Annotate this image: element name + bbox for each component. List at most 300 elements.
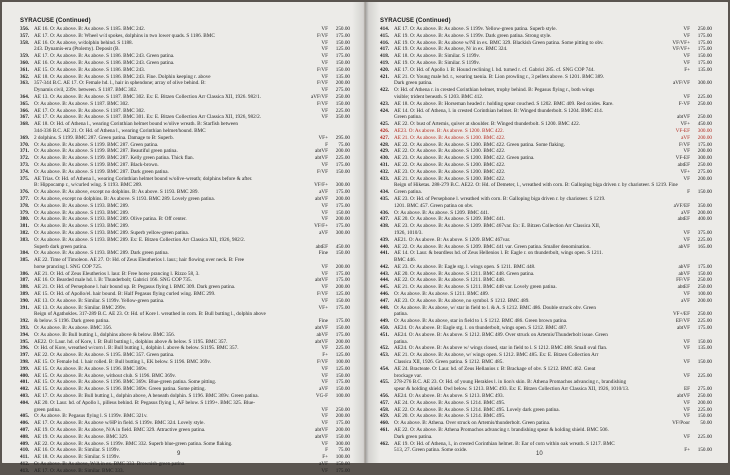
entry-grade: F/VF <box>317 66 328 73</box>
entry-price: 200.00 <box>697 175 712 182</box>
catalog-entry <box>380 162 712 169</box>
entry-price: 175.00 <box>335 304 350 311</box>
catalog-entry <box>380 298 712 305</box>
entry-description: AE 15. O: As above. B: As above. S 1186. BMC 243. <box>34 66 146 73</box>
entry-price: 125.00 <box>335 352 350 359</box>
entry-grade: VF <box>683 93 690 100</box>
entry-grade: VF <box>321 372 328 379</box>
entry-description: AE 16. O: As above. B: Similar. S 1199v. <box>34 447 120 454</box>
left-page-number: 9 <box>177 451 181 457</box>
entry-grade: F/VF <box>317 80 328 87</box>
entry-grade: VF <box>683 372 690 379</box>
entry-grade: VF <box>683 53 690 60</box>
catalog-entry <box>20 434 350 441</box>
entry-price: 175.00 <box>697 59 712 66</box>
entry-number: 392. <box>20 318 30 325</box>
catalog-entry <box>20 257 350 264</box>
entry-description: AE 17. O: As above. B: Bull butting l., dolphin above, A beneath dolphin. S 1196. BMC 369v. Green patina. <box>34 393 259 400</box>
entry-description: O: As above. B: As above, W/Δ in ex. BMC 333. Brownish-green patina. <box>34 461 186 467</box>
entry-number: 369. <box>20 134 30 141</box>
catalog-entry <box>380 413 712 420</box>
entry-price: 300.00 <box>697 127 712 134</box>
entry-price: 200.00 <box>335 338 350 345</box>
entry-description: O: As above. B: Athena. Over struck on Artemis/thunderbolt. Green patina. <box>394 420 551 427</box>
entry-price: 225.00 <box>697 318 712 325</box>
entry-price: 250.00 <box>697 26 712 32</box>
entry-description: & below. S 1196. Dark green patina. <box>34 318 110 325</box>
entry-number: 460. <box>380 420 390 427</box>
entry-description: O: As above. B: As above. S 1209. BMC 441. <box>394 209 490 216</box>
entry-description: O: As above. B: Bull butting l., dolphins above & below. BMC 356. <box>34 331 176 338</box>
entry-grade: abtVF <box>315 338 328 345</box>
entry-grade: VF <box>683 148 690 155</box>
catalog-entry <box>20 155 350 162</box>
entry-price: 75.00 <box>338 447 350 454</box>
entry-grade: abtVF <box>315 277 328 284</box>
entry-price: 150.00 <box>335 250 350 257</box>
entry-price: 150.00 <box>697 338 712 345</box>
entry-number: 435. <box>380 195 390 202</box>
catalog-entry <box>20 128 350 135</box>
entry-number: 391. <box>20 304 30 311</box>
entry-number: 358. <box>20 39 30 46</box>
catalog-entry <box>20 325 350 332</box>
catalog-entry <box>20 244 350 251</box>
entry-price: 175.00 <box>335 379 350 386</box>
entry-price: 250.00 <box>697 277 712 284</box>
catalog-entry <box>20 33 350 40</box>
entry-grade: abtVF <box>315 433 328 440</box>
catalog-entry <box>380 142 712 149</box>
entry-grade: VF-EF <box>675 127 690 134</box>
entry-number: 383. <box>20 236 30 243</box>
entry-number: 444. <box>380 277 390 284</box>
entry-price: 150.00 <box>335 297 350 304</box>
entry-description: AE 23. O: As above. B: As above. S 1200. BMC 422. <box>394 168 506 175</box>
left-page-header: SYRACUSE (Continued) <box>20 18 91 24</box>
entry-price: 250.00 <box>335 406 350 413</box>
entry-description: AE 23. O: As above. B: As above. S 1200. BMC 422. Green patina. <box>394 155 535 162</box>
entry-description: AE 19. O: Hd. of Athena, l., in crested Corinthian helmet. B: Ear of corn within oak wreath. S 1217. BMC <box>394 440 615 447</box>
entry-price: 150.00 <box>335 66 350 73</box>
entry-price: 200.00 <box>335 148 350 155</box>
catalog-entry <box>20 46 350 53</box>
entry-number: 389. <box>20 291 30 298</box>
catalog-entry <box>380 407 712 414</box>
entry-number: 429. <box>380 148 390 155</box>
entry-grade: VF+ <box>318 304 328 311</box>
catalog-entry <box>20 94 350 101</box>
entry-description: AE 22. O: As above. B: As above. S 1200. BMC 422. <box>394 148 506 155</box>
catalog-entry <box>380 366 712 373</box>
entry-price: 400.00 <box>697 216 712 223</box>
entry-description: AE 21. O: As above. B: As above. S 1211. BMC 448 var. Lovely green patina. <box>394 284 557 291</box>
entry-number: 455. <box>380 379 390 386</box>
catalog-entry <box>20 67 350 74</box>
entry-grade: F/VF <box>317 359 328 366</box>
entry-description: O: As above. B: As above. S 1193. BMC 289. Olive patina. B: Off center. <box>34 216 187 223</box>
entry-number: 356. <box>20 26 30 32</box>
entry-description: O: As above. B: As above. S 1193. BMC 289. Dark green patina. <box>34 250 169 257</box>
entry-price: 50.00 <box>700 420 712 427</box>
entry-grade: VF <box>683 229 690 236</box>
catalog-entry <box>380 60 712 67</box>
entry-number: 411. <box>20 454 29 461</box>
entry-description: O: As above. B: As above. S 1193. BMC 289. Superb yellow-green patina. <box>34 229 189 236</box>
entry-number: 381. <box>20 223 30 230</box>
catalog-entry <box>20 454 350 461</box>
catalog-entry <box>380 230 712 237</box>
entry-number: 408. <box>20 433 30 440</box>
entry-grade: VF+ <box>680 168 690 175</box>
catalog-entry <box>380 135 712 142</box>
entry-price: 125.00 <box>335 291 350 298</box>
entry-description: AE 15. O: As above. B: As above, without club. S 1196. BMC 369v. <box>34 372 176 379</box>
entry-grade: VF <box>683 399 690 406</box>
catalog-entry <box>20 230 350 237</box>
entry-description: Dynamis civil, 239v. between. S 1187. BMC 302. <box>34 87 138 94</box>
catalog-entry <box>20 87 350 94</box>
entry-description: AE 16. O: Bearded male hd. l. B: Thunderbolt; Gabrici 166. SNG COP 735. <box>34 277 192 284</box>
catalog-entry <box>20 359 350 366</box>
entry-description: Green patina. <box>394 114 422 121</box>
catalog-entry <box>380 318 712 325</box>
entry-price: 200.00 <box>697 134 712 141</box>
entry-grade: F/VF <box>317 32 328 39</box>
catalog-entry <box>20 216 350 223</box>
entry-grade: F <box>325 141 328 148</box>
entry-grade: VF/Poor <box>672 420 690 427</box>
entry-number: 364. <box>20 93 30 100</box>
entry-number: 454. <box>380 365 390 372</box>
entry-description: O: Hd. of Kore, wreathed w/corn l. B: Bull butting l., dolphin l. above & below. S1195. BMC 357. <box>34 345 239 352</box>
entry-number: 387. <box>20 277 30 284</box>
entry-number: 374. <box>20 168 30 175</box>
entry-grade: aVF <box>681 297 690 304</box>
catalog-entry <box>380 121 712 128</box>
entry-description: AE 19. O: As above. B: As above. BMC 329. <box>34 433 129 440</box>
entry-description: O: As above. B: As above. S 1193. BMC 289. <box>34 209 130 216</box>
catalog-entry <box>380 305 712 312</box>
entry-price: 175.00 <box>335 270 350 277</box>
entry-description: O: As above. B: As above. S 1211. BMC 489. <box>394 291 490 298</box>
entry-description: AE 13. O: As above. B: Similar. BMC 299v. <box>34 304 127 311</box>
entry-number: 451. <box>380 331 390 338</box>
entry-grade: abtVF <box>315 427 328 434</box>
entry-number: 398. <box>20 359 30 366</box>
entry-price: 150.00 <box>697 189 712 196</box>
entry-number: 388. <box>20 284 30 291</box>
catalog-entry <box>20 366 350 373</box>
entry-price: 175.00 <box>335 467 350 474</box>
entry-description: O: As above. B: Pegasus flying l. S 1199v. BMC 321v. <box>34 413 148 420</box>
entry-price: 250.00 <box>335 93 350 100</box>
entry-grade: F+ <box>322 352 328 359</box>
entry-description: AE 16. O: As above, w/dolphin behind. S 1188. <box>34 39 133 46</box>
catalog-entry <box>380 210 712 217</box>
entry-grade: VF <box>321 365 328 372</box>
entry-price: 150.00 <box>335 461 350 467</box>
entry-number: 443. <box>380 270 390 277</box>
entry-price: 250.00 <box>697 161 712 168</box>
entry-description: AE24. O: As above. B: As above. S 1213. BMC 493. <box>394 393 504 400</box>
entry-description: AE 21. O: As above. B: As above. S 1200. BMC 422. <box>394 175 506 182</box>
entry-grade: abtVF <box>315 155 328 162</box>
entry-grade: abtVF <box>315 195 328 202</box>
entry-grade: abtVF <box>677 114 690 121</box>
entry-number: 375. <box>20 175 30 182</box>
entry-grade: VF+ <box>318 134 328 141</box>
catalog-entry <box>20 332 350 339</box>
entry-number: 404. <box>20 399 30 406</box>
entry-price: 225.00 <box>697 372 712 379</box>
catalog-entry <box>20 189 350 196</box>
entry-price: 200.00 <box>335 195 350 202</box>
entry-price: 250.00 <box>697 100 712 107</box>
entry-grade: F+ <box>322 454 328 461</box>
entry-price: 100.00 <box>335 393 350 400</box>
entry-description: 278-276 B.C. AE 23. O: Hd. of young Herakles l. in lion's skin. B: Athena Promachos advancing r., brandishing <box>394 379 627 386</box>
entry-number: 390. <box>20 297 30 304</box>
entry-description: AE 14. O: Hd. of Athena, l. in crested Corinthian helmet. B: Winged thunderbolt. S 1204. BMC 414. <box>394 107 604 114</box>
entry-grade: VF <box>683 236 690 243</box>
entry-description: 1926, 1010/3. <box>394 229 423 236</box>
entry-number: 362. <box>20 73 30 80</box>
entry-price: 225.00 <box>697 93 712 100</box>
entry-description: AE Trias. O: Hd. of Athena l., wearing Corinthian helmet bound w/olive-wreath; dolphins before & after. <box>34 175 253 182</box>
entry-number: 382. <box>20 229 30 236</box>
entry-number: 418. <box>380 53 390 60</box>
entry-number: 438. <box>380 223 390 230</box>
catalog-entry <box>380 94 712 101</box>
catalog-entry <box>380 264 712 271</box>
entry-description: B: Hippocamp r., w/curled wing. S 1193. BMC 289. <box>34 182 143 189</box>
entry-price: 175.00 <box>335 202 350 209</box>
entry-description: O: As above, except no dolphins. B: As above. S 1193. BMC 289. Lovely green patina. <box>34 195 215 202</box>
catalog-entry <box>380 74 712 81</box>
entry-number: 393. <box>20 325 30 332</box>
entry-description: Reign of Hiketas. 288-279 B.C. AE22. O: Hd. of Demeter, l., wreathed with corn. B: Galloping biga driven r. by charioteer. S 1219. Fine <box>394 182 678 189</box>
entry-description: AE 22. Time of Timoleon. AE 27. O: Hd. of Zeus Eleutherios l. laur.; hair flowing over neck. B: Free <box>34 257 245 264</box>
entry-description: AE 17. O: Hd. of Apollo l. B: Hound reclining l. hd. turned r. cf. Gabrici 285. cf. SNG COP 744. <box>394 66 595 73</box>
entry-grade: VF <box>683 59 690 66</box>
entry-description: O: As above. B: As above. BMC 356. <box>34 325 113 332</box>
entry-description: AE24. O: As above. B: Eagle stg. l. on thunderbolt, wings open. S 1212. BMC 487. <box>394 325 568 332</box>
entry-grade: VF/F+ <box>314 223 328 230</box>
entry-description: O: As above. B: As above. S 1193. BMC 289. <box>34 223 130 230</box>
catalog-entry <box>380 345 712 352</box>
entry-description: AE 23. O: As above. B: As above, no symbol. S 1212. BMC 489. <box>394 297 530 304</box>
entry-grade: VF/VF+ <box>672 39 690 46</box>
entry-price: 175.00 <box>335 161 350 168</box>
entry-description: AE 22. O: As above. B: As above. S 1211. BMC 448. <box>394 277 506 284</box>
entry-number: 453. <box>380 352 390 359</box>
entry-grade: VF <box>321 73 328 80</box>
catalog-entry <box>20 203 350 210</box>
entry-price: 150.00 <box>697 359 712 366</box>
catalog-entry <box>380 203 712 210</box>
entry-grade: F <box>325 447 328 454</box>
catalog-entry <box>380 237 712 244</box>
entry-grade: F+ <box>684 66 690 73</box>
entry-grade: VF <box>321 467 328 474</box>
catalog-entry <box>380 26 712 33</box>
entry-number: 458. <box>380 406 390 413</box>
catalog-entry <box>380 223 712 230</box>
entry-description: AE 17. O: As above. B: Similar. BMC 333. <box>34 467 124 474</box>
entry-price: 300.00 <box>335 229 350 236</box>
entry-grade: VF <box>321 379 328 386</box>
entry-grade: abtEF <box>677 216 690 223</box>
catalog-entry <box>380 53 712 60</box>
catalog-entry <box>20 318 350 325</box>
catalog-entry <box>20 271 350 278</box>
entry-price: 225.00 <box>697 406 712 413</box>
catalog-entry <box>380 101 712 108</box>
catalog-entry <box>380 420 712 427</box>
entry-grade: aVF <box>319 229 328 236</box>
entry-description: horse prancing l. SNG COP 725. <box>34 263 102 270</box>
entry-price: 100.00 <box>697 291 712 298</box>
entry-number: 422. <box>380 87 390 94</box>
entry-price: 150.00 <box>335 209 350 216</box>
entry-price: 275.00 <box>697 168 712 175</box>
catalog-entry <box>380 332 712 339</box>
entry-grade: F/VF <box>679 141 690 148</box>
entry-price: 225.00 <box>335 107 350 114</box>
entry-description: AE 15. O: As above. B: As above. S 1196. BMC 369v. <box>34 365 148 372</box>
entry-price: 175.00 <box>335 223 350 230</box>
entry-grade: VF <box>321 413 328 420</box>
catalog-entry <box>380 352 712 359</box>
entry-price: 200.00 <box>335 216 350 223</box>
entry-description: 243. Dynamis-era (Ptolemy). Deposit (B. <box>34 46 120 53</box>
entry-grade: VF+ <box>680 121 690 128</box>
entry-description: AE 17. O: As above. B: As above. S 1199v. Yellow-green patina. Superb style. <box>394 26 557 32</box>
entry-number: 395. <box>20 338 30 345</box>
entry-price: 250.00 <box>697 393 712 400</box>
entry-number: 361. <box>20 66 30 73</box>
entry-number: 413. <box>20 467 30 474</box>
entry-price: 200.00 <box>335 413 350 420</box>
entry-grade: VF+/EF <box>672 311 690 318</box>
entry-grade: VF-EF <box>675 155 690 162</box>
entry-grade: EF <box>683 386 690 393</box>
entry-description: AE 16. O: As above. B: As above. S 1186. BMC 243. Green patina. <box>34 59 175 66</box>
catalog-entry <box>380 182 712 189</box>
entry-description: AE 16. O: As above. B: As above. S 1185. BMC 242. <box>34 26 146 32</box>
entry-description: AE 21. O: Hd. of Persephone l. hair bound up. B: Pegasus flying l. BMC 309. Dark green patina. <box>34 284 236 291</box>
entry-grade: aVF <box>681 209 690 216</box>
entry-grade: VF <box>683 175 690 182</box>
entry-grade: VF <box>683 345 690 352</box>
entry-grade: VF <box>321 420 328 427</box>
entry-price: 150.00 <box>335 325 350 332</box>
entry-grade: VF <box>683 26 690 32</box>
entry-grade: VF <box>321 345 328 352</box>
entry-grade: VF <box>321 297 328 304</box>
catalog-entry <box>20 298 350 305</box>
entry-number: 367. <box>20 114 30 121</box>
entry-description: AE 15. O: Hd. of Apollo/el. hair bound. B: Half Pegasus flying curled wing. BMC 299. <box>34 291 216 298</box>
entry-number: 427. <box>380 134 390 141</box>
entry-price: 300.00 <box>697 155 712 162</box>
entry-number: 378. <box>20 202 30 209</box>
entry-grade: VF <box>321 270 328 277</box>
entry-price: 450.00 <box>335 243 350 250</box>
catalog-entry <box>20 311 350 318</box>
entry-number: 425. <box>380 121 390 128</box>
entry-description: AE 15. O: As above. B: As above. S 1196. BMC 369v. Blue-green patina. Some pitting. <box>34 379 217 386</box>
entry-price: 165.00 <box>697 243 712 250</box>
entry-price: 150.00 <box>335 59 350 66</box>
catalog-entry <box>380 189 712 196</box>
entry-grade: VF <box>321 107 328 114</box>
entry-description: AE 22. O: As above. B: As above. S 1200. BMC 422. <box>394 161 506 168</box>
right-entry-list <box>380 26 712 454</box>
entry-number: 456. <box>380 393 390 400</box>
entry-price: 175.00 <box>335 53 350 60</box>
entry-price: 250.00 <box>335 26 350 32</box>
entry-description: visible; trident beneath. S 1203. BMC 412. <box>394 93 484 100</box>
entry-price: 175.00 <box>335 32 350 39</box>
entry-description: spear & holding shield. Owl below. S 1213. BMC 493. Ex: E. Bitzen Collection Arr Classica XII, 1926, 1010/13. <box>394 386 630 393</box>
entry-number: 368. <box>20 121 30 128</box>
entry-price: 150.00 <box>335 372 350 379</box>
entry-price: 275.00 <box>697 386 712 393</box>
entry-number: 440. <box>380 243 390 250</box>
entry-grade: FF/VF <box>676 277 690 284</box>
catalog-entry <box>380 291 712 298</box>
entry-description: AE 20. O: Laur. hd. of Apollo l., pilleus behind. B: Pegasus flying l., AF below. S 1199+. BMC 325. Blue- <box>34 399 255 406</box>
catalog-entry <box>380 400 712 407</box>
entry-grade: F/VF <box>317 291 328 298</box>
entry-price: 175.00 <box>697 46 712 53</box>
entry-number: 365. <box>20 100 30 107</box>
entry-price: 200.00 <box>335 80 350 87</box>
entry-description: AE 20. O: As above. B: As above. S 1214. BMC 495. <box>394 413 506 420</box>
entry-grade: F <box>687 189 690 196</box>
entry-description: Dark green patina. <box>394 80 433 87</box>
catalog-entry <box>20 26 350 33</box>
entry-number: 462. <box>380 440 390 447</box>
entry-number: 461. <box>380 427 390 434</box>
entry-number: 410. <box>20 447 30 454</box>
entry-number: 452. <box>380 345 390 352</box>
entry-number: 445. <box>380 284 390 291</box>
entry-description: O: As above. B: As above. S 1199. BMC 287. Beautiful green patina. <box>34 148 178 155</box>
entry-description: AE 22. O: As above. B: As above. S 1209. BMC 441 var. Green patina. Smaller denomination. <box>394 243 591 250</box>
entry-price: 150.00 <box>697 447 712 454</box>
entry-description: patina. <box>394 338 408 345</box>
entry-number: 417. <box>380 46 390 53</box>
entry-number: 370. <box>20 141 30 148</box>
catalog-entry <box>380 257 712 264</box>
catalog-entry <box>380 284 712 291</box>
entry-price: 250.00 <box>697 284 712 291</box>
entry-description: AE 14. O: Laur. & beardless hd. of Zeus Hellenios l. B: Eagle r. on thunderbolt, wings open. S 1211. <box>394 250 603 257</box>
entry-grade: VF <box>683 406 690 413</box>
entry-description: AE 23. O: As above. B: As above. S 1209. BMC 467var. Ex: E. Bitzen Collection Arr Classica XII, <box>394 223 601 230</box>
entry-price: 135.00 <box>697 66 712 73</box>
entry-number: 371. <box>20 148 30 155</box>
entry-number: 360. <box>20 59 30 66</box>
entry-number: 366. <box>20 107 30 114</box>
entry-grade: aVF/VF <box>310 93 328 100</box>
entry-price: 150.00 <box>697 413 712 420</box>
entry-grade: aVF <box>319 189 328 196</box>
entry-description: AE 19. O: As above. B: Similar. S 1199v. <box>394 59 480 66</box>
